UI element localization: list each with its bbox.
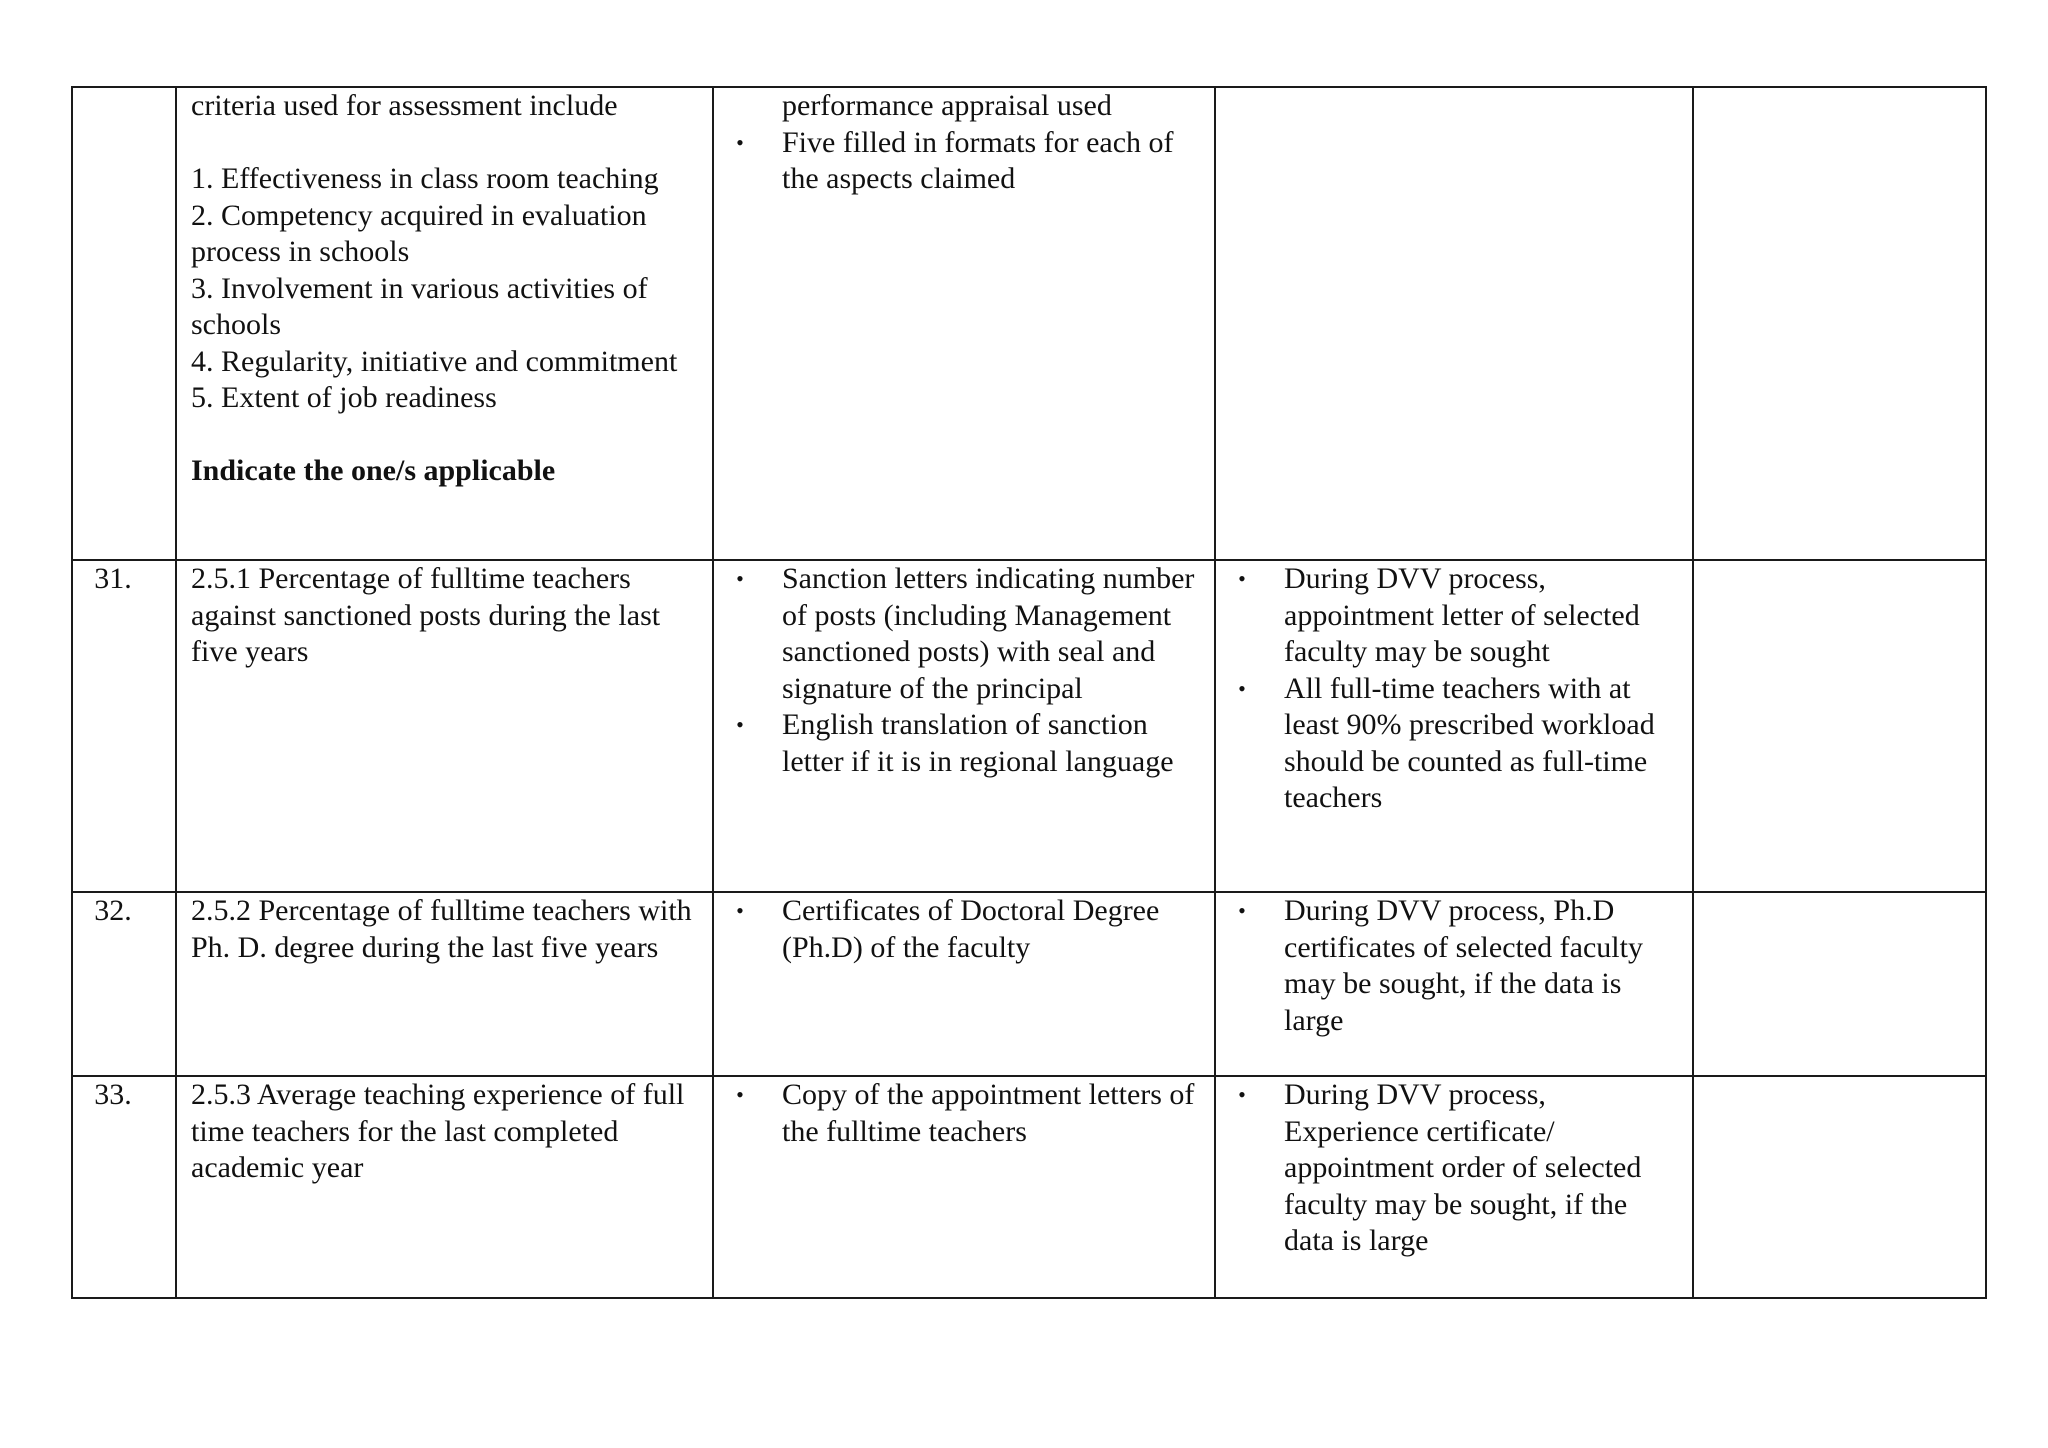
table-row [72,560,1986,892]
row-number-cell: 32. [72,892,176,1076]
metric-cell: 2.5.1 Percentage of fulltime teachers against sanctioned posts during the last five years [176,560,713,892]
bullet-icon: • [1238,898,1246,923]
empty-cell [1693,560,1986,892]
documents-lead-text: performance appraisal used [782,89,1112,122]
empty-cell [1693,892,1986,1076]
row-number-cell: 31. [72,560,176,892]
bullet-icon: • [1238,1082,1246,1107]
metric-cell: 2.5.2 Percentage of fulltime teachers with Ph. D. degree during the last five years [176,892,713,1076]
documents-cell [713,892,1215,1076]
documents-cell [713,87,1215,560]
notes-cell [1215,87,1693,560]
note-item: • During DVV process, Ph.D certificates of selected faculty may be sought, if the data is large [1230,893,1680,1039]
metric-bold-instruction: Indicate the one/s applicable [191,454,556,487]
bullet-icon: • [736,898,744,923]
note-item: • During DVV process, appointment letter of selected faculty may be sought [1230,561,1680,671]
bullet-icon: • [736,566,744,591]
criteria-item: 4. Regularity, initiative and commitment [191,344,678,378]
criteria-item: 2. Competency acquired in evaluation process in schools [191,198,647,268]
bullet-icon: • [736,129,744,155]
table-row [72,87,1986,560]
criteria-item: 3. Involvement in various activities of schools [191,271,648,341]
document-item: • English translation of sanction letter if it is in regional language [728,707,1202,780]
notes-cell [1215,1076,1693,1298]
criteria-item: 5. Extent of job readiness [191,381,497,414]
document-table [71,86,1987,1299]
metric-cell [176,87,713,560]
note-item: • All full-time teachers with at least 90% prescribed workload should be counted as full-time teachers [1230,671,1680,817]
bullet-icon: • [1238,675,1246,701]
row-number-cell: 33. [72,1076,176,1298]
documents-cell [713,560,1215,892]
row-number-cell [72,87,176,560]
bullet-icon: • [736,712,744,737]
bullet-icon: • [1238,566,1246,591]
bullet-icon: • [736,1082,744,1107]
criteria-item: 1. Effectiveness in class room teaching [191,162,659,195]
table-row [72,892,1986,1076]
metric-line: criteria used for assessment include [191,89,618,122]
document-item: • Five filled in formats for each of the aspects claimed [728,125,1202,198]
document-item: • Certificates of Doctoral Degree (Ph.D) of the faculty [728,893,1202,966]
empty-cell [1693,87,1986,560]
notes-cell [1215,892,1693,1076]
table-row [72,1076,1986,1298]
document-item: • Sanction letters indicating number of posts (including Management sanctioned posts) with seal and signature of the principal [728,561,1202,707]
empty-cell [1693,1076,1986,1298]
documents-cell [713,1076,1215,1298]
notes-cell [1215,560,1693,892]
note-item: • During DVV process, Experience certificate/ appointment order of selected faculty may be sought, if the data is large [1230,1077,1680,1260]
metric-cell: 2.5.3 Average teaching experience of full time teachers for the last completed academic year [176,1076,713,1298]
document-item: • Copy of the appointment letters of the fulltime teachers [728,1077,1202,1150]
